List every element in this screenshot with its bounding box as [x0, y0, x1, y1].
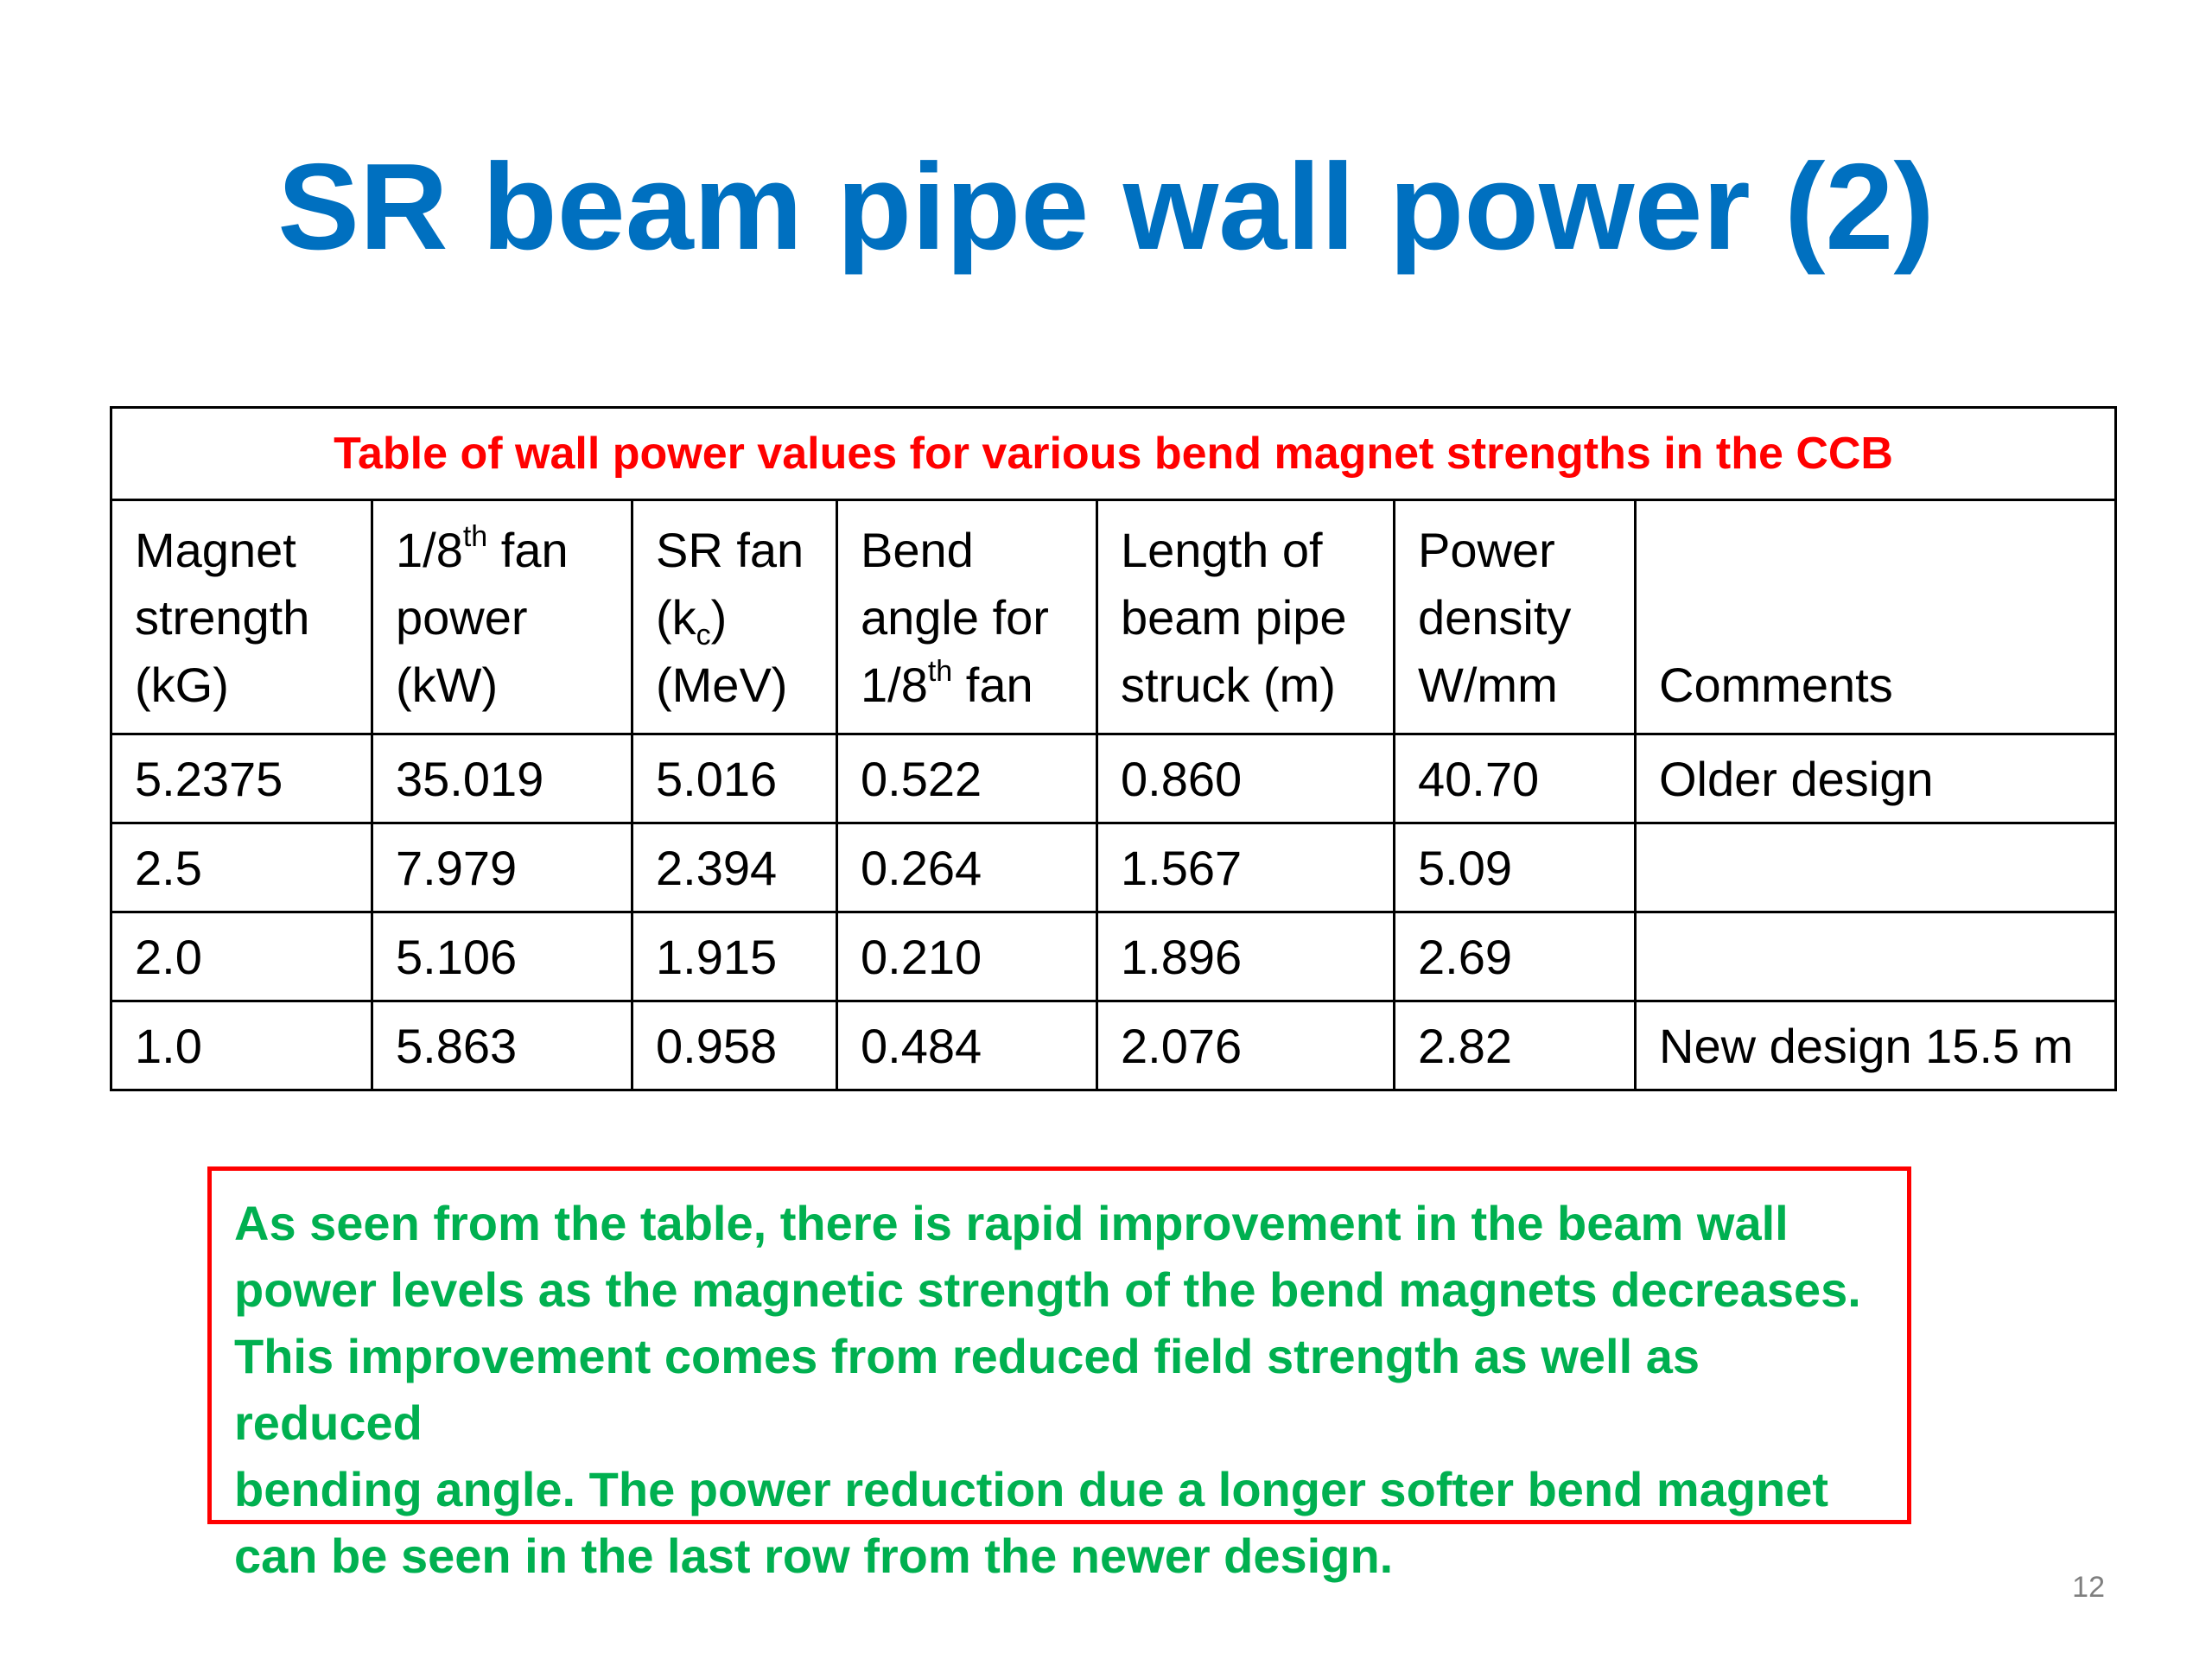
note-line: can be seen in the last row from the newer design. — [234, 1529, 1394, 1583]
note-line: This improvement comes from reduced field strength as well as reduced — [234, 1329, 1700, 1450]
cell-bend-angle: 0.264 — [837, 823, 1097, 912]
cell-fan-power: 35.019 — [372, 734, 632, 823]
table-row — [111, 1001, 2116, 1090]
header-text: strength — [135, 590, 310, 645]
header-sr-fan — [632, 500, 837, 734]
cell-fan-power: 7.979 — [372, 823, 632, 912]
cell-sr-fan: 5.016 — [632, 734, 837, 823]
header-text: (MeV) — [656, 658, 788, 712]
cell-magnet-strength: 2.5 — [111, 823, 372, 912]
cell-length-struck: 1.567 — [1097, 823, 1395, 912]
wall-power-table-container — [110, 406, 2114, 1091]
cell-magnet-strength: 2.0 — [111, 912, 372, 1001]
header-text: density — [1418, 590, 1572, 645]
cell-power-density: 5.09 — [1395, 823, 1636, 912]
header-text: angle for — [861, 590, 1049, 645]
header-text: fan — [487, 523, 569, 577]
wall-power-table — [110, 406, 2117, 1091]
cell-power-density: 2.82 — [1395, 1001, 1636, 1090]
header-comments: Comments — [1636, 500, 2116, 734]
header-superscript: th — [927, 655, 953, 688]
header-text: ) — [710, 590, 728, 645]
note-line: bending angle. The power reduction due a longer softer bend magnet — [234, 1462, 1829, 1516]
cell-length-struck: 2.076 — [1097, 1001, 1395, 1090]
header-text: 1/8 — [396, 523, 463, 577]
header-fan-power — [372, 500, 632, 734]
table-row — [111, 823, 2116, 912]
header-text: Bend — [861, 523, 974, 577]
table-row — [111, 734, 2116, 823]
cell-length-struck: 0.860 — [1097, 734, 1395, 823]
page-number: 12 — [2072, 1571, 2105, 1604]
table-header-row — [111, 500, 2116, 734]
header-text: fan — [952, 658, 1033, 712]
cell-sr-fan: 0.958 — [632, 1001, 837, 1090]
cell-comments: New design 15.5 m — [1636, 1001, 2116, 1090]
cell-length-struck: 1.896 — [1097, 912, 1395, 1001]
cell-fan-power: 5.106 — [372, 912, 632, 1001]
slide-title: SR beam pipe wall power (2) — [277, 138, 1935, 276]
header-text: (k — [656, 590, 696, 645]
note-line: As seen from the table, there is rapid improvement in the beam wall — [234, 1196, 1789, 1250]
table-caption: Table of wall power values for various bend magnet strengths in the CCB — [111, 408, 2116, 500]
cell-comments — [1636, 823, 2116, 912]
cell-power-density: 40.70 — [1395, 734, 1636, 823]
cell-bend-angle: 0.484 — [837, 1001, 1097, 1090]
header-text: Power — [1418, 523, 1555, 577]
table-row — [111, 912, 2116, 1001]
header-text: SR fan — [656, 523, 804, 577]
cell-sr-fan: 1.915 — [632, 912, 837, 1001]
cell-comments — [1636, 912, 2116, 1001]
header-text: power — [396, 590, 528, 645]
header-text: 1/8 — [861, 658, 928, 712]
note-line: power levels as the magnetic strength of the bend magnets decreases. — [234, 1262, 1861, 1317]
header-length-struck — [1097, 500, 1395, 734]
header-text: struck (m) — [1121, 658, 1336, 712]
header-text: beam pipe — [1121, 590, 1347, 645]
header-text: W/mm — [1418, 658, 1558, 712]
header-text: (kG) — [135, 658, 229, 712]
conclusion-note-box — [207, 1166, 1911, 1583]
cell-bend-angle: 0.210 — [837, 912, 1097, 1001]
header-power-density — [1395, 500, 1636, 734]
cell-magnet-strength: 5.2375 — [111, 734, 372, 823]
header-text: Length of — [1121, 523, 1323, 577]
cell-comments: Older design — [1636, 734, 2116, 823]
cell-magnet-strength: 1.0 — [111, 1001, 372, 1090]
header-magnet-strength — [111, 500, 372, 734]
cell-fan-power: 5.863 — [372, 1001, 632, 1090]
header-subscript: c — [696, 619, 711, 652]
cell-bend-angle: 0.522 — [837, 734, 1097, 823]
header-superscript: th — [462, 520, 488, 553]
header-text: Magnet — [135, 523, 296, 577]
header-text: (kW) — [396, 658, 499, 712]
cell-sr-fan: 2.394 — [632, 823, 837, 912]
header-bend-angle — [837, 500, 1097, 734]
cell-power-density: 2.69 — [1395, 912, 1636, 1001]
